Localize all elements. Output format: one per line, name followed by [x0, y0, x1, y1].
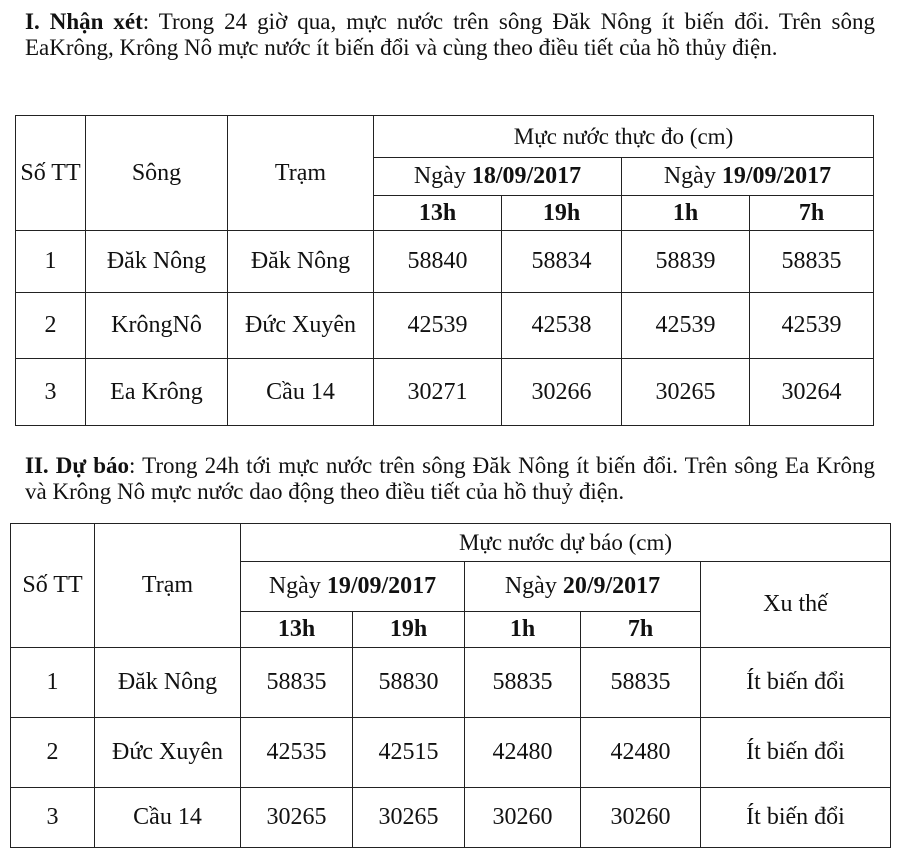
- header-date-2: [622, 158, 874, 196]
- cell-value: 58835: [465, 648, 581, 718]
- cell-value: 58835: [750, 231, 874, 293]
- table-row: [11, 718, 891, 788]
- cell-value: 58830: [353, 648, 465, 718]
- section-2-forecast: [25, 453, 875, 505]
- table-row: [11, 788, 891, 848]
- cell-value: 30260: [465, 788, 581, 848]
- header-ngay-label: Ngày: [413, 163, 466, 189]
- header-hour: 1h: [622, 196, 750, 231]
- section-2-text: : Trong 24h tới mực nước trên sông Đăk Nông ít biến đổi. Trên sông Ea Krông và Krông Nô mực nước dao động theo điều tiết của hồ thuỷ điện.: [25, 453, 876, 504]
- cell-value: 58835: [241, 648, 353, 718]
- table-row: [16, 231, 874, 293]
- cell-song: KrôngNô: [86, 293, 228, 359]
- section-2-label: II. Dự báo: [25, 453, 130, 478]
- header-tram: Trạm: [95, 524, 241, 648]
- header-tram: Trạm: [228, 116, 374, 231]
- forecast-water-level-table: [10, 523, 891, 848]
- cell-value: 30271: [374, 359, 502, 426]
- header-hour: 19h: [502, 196, 622, 231]
- header-date-2-value: 20/9/2017: [562, 573, 661, 599]
- header-date-1: [374, 158, 622, 196]
- cell-xu-the: Ít biến đổi: [701, 648, 891, 718]
- cell-tram: Đăk Nông: [95, 648, 241, 718]
- cell-xu-the: Ít biến đổi: [701, 718, 891, 788]
- header-date-1-value: 18/09/2017: [471, 163, 582, 189]
- table-row: [11, 648, 891, 718]
- cell-stt: 2: [16, 293, 86, 359]
- cell-stt: 3: [11, 788, 95, 848]
- cell-value: 30265: [353, 788, 465, 848]
- header-stt: Số TT: [11, 524, 95, 648]
- cell-xu-the: Ít biến đổi: [701, 788, 891, 848]
- table-row: [16, 359, 874, 426]
- cell-value: 30260: [581, 788, 701, 848]
- header-forecast-level: Mực nước dự báo (cm): [241, 524, 891, 562]
- header-date-1-value: 19/09/2017: [326, 573, 437, 599]
- cell-value: 42515: [353, 718, 465, 788]
- cell-value: 58834: [502, 231, 622, 293]
- cell-tram: Cầu 14: [95, 788, 241, 848]
- header-hour: 13h: [241, 612, 353, 648]
- cell-value: 42480: [581, 718, 701, 788]
- header-hour: 13h: [374, 196, 502, 231]
- cell-value: 42535: [241, 718, 353, 788]
- cell-value: 30265: [622, 359, 750, 426]
- cell-tram: Đức Xuyên: [228, 293, 374, 359]
- cell-tram: Đăk Nông: [228, 231, 374, 293]
- cell-song: Ea Krông: [86, 359, 228, 426]
- header-ngay-label: Ngày: [663, 163, 716, 189]
- cell-value: 58835: [581, 648, 701, 718]
- header-measured-level: Mực nước thực đo (cm): [374, 116, 874, 158]
- cell-stt: 3: [16, 359, 86, 426]
- header-hour: 19h: [353, 612, 465, 648]
- cell-tram: Cầu 14: [228, 359, 374, 426]
- cell-value: 30264: [750, 359, 874, 426]
- cell-value: 30266: [502, 359, 622, 426]
- cell-value: 42539: [374, 293, 502, 359]
- header-date-2: [465, 562, 701, 612]
- table-row: [16, 293, 874, 359]
- header-hour: 7h: [581, 612, 701, 648]
- header-hour: 7h: [750, 196, 874, 231]
- cell-value: 58839: [622, 231, 750, 293]
- section-1-label: I. Nhận xét: [25, 9, 143, 34]
- header-ngay-label: Ngày: [504, 573, 557, 599]
- cell-tram: Đức Xuyên: [95, 718, 241, 788]
- header-stt: Số TT: [16, 116, 86, 231]
- header-date-2-value: 19/09/2017: [721, 163, 832, 189]
- cell-value: 42480: [465, 718, 581, 788]
- cell-value: 42539: [750, 293, 874, 359]
- header-date-1: [241, 562, 465, 612]
- header-hour: 1h: [465, 612, 581, 648]
- cell-value: 42539: [622, 293, 750, 359]
- header-xu-the: Xu thế: [701, 562, 891, 648]
- section-1-remarks: [25, 9, 875, 61]
- header-song: Sông: [86, 116, 228, 231]
- cell-stt: 2: [11, 718, 95, 788]
- cell-value: 58840: [374, 231, 502, 293]
- cell-stt: 1: [11, 648, 95, 718]
- header-ngay-label: Ngày: [268, 573, 321, 599]
- cell-value: 42538: [502, 293, 622, 359]
- cell-value: 30265: [241, 788, 353, 848]
- cell-song: Đăk Nông: [86, 231, 228, 293]
- cell-stt: 1: [16, 231, 86, 293]
- section-1-text: : Trong 24 giờ qua, mực nước trên sông Đăk Nông ít biến đổi. Trên sông EaKrông, Krông Nô mực nước ít biến đổi và cùng theo điều tiết của hồ thủy điện.: [25, 9, 875, 60]
- measured-water-level-table: [15, 115, 874, 426]
